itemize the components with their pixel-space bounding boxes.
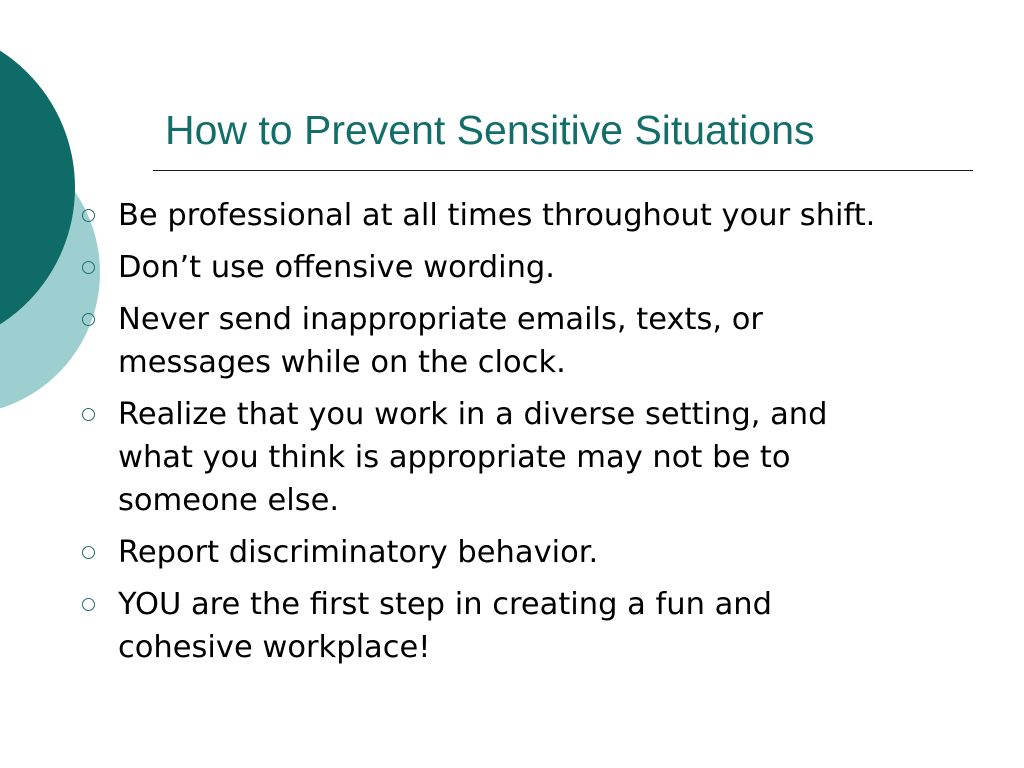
bullet-list bbox=[80, 194, 900, 678]
list-item bbox=[80, 298, 900, 384]
list-item bbox=[80, 246, 900, 289]
list-item bbox=[80, 583, 900, 669]
bullet-text: Be professional at all times throughout your shift. bbox=[118, 198, 876, 233]
hollow-circle-bullet-icon bbox=[82, 598, 95, 611]
hollow-circle-bullet-icon bbox=[82, 261, 95, 274]
hollow-circle-bullet-icon bbox=[82, 546, 95, 559]
list-item bbox=[80, 393, 900, 522]
hollow-circle-bullet-icon bbox=[82, 408, 95, 421]
bullet-text: YOU are the first step in creating a fun and cohesive workplace! bbox=[118, 587, 772, 665]
bullet-text: Realize that you work in a diverse setting, and what you think is appropriate may not be to someone else. bbox=[118, 397, 828, 518]
slide-title: How to Prevent Sensitive Situations bbox=[165, 107, 815, 153]
list-item bbox=[80, 531, 900, 574]
hollow-circle-bullet-icon bbox=[82, 313, 95, 326]
title-underline bbox=[153, 170, 973, 171]
bullet-text: Report discriminatory behavior. bbox=[118, 535, 599, 570]
bullet-text: Don’t use offensive wording. bbox=[118, 250, 555, 285]
bullet-text: Never send inappropriate emails, texts, or messages while on the clock. bbox=[118, 302, 763, 380]
hollow-circle-bullet-icon bbox=[82, 209, 95, 222]
list-item bbox=[80, 194, 900, 237]
